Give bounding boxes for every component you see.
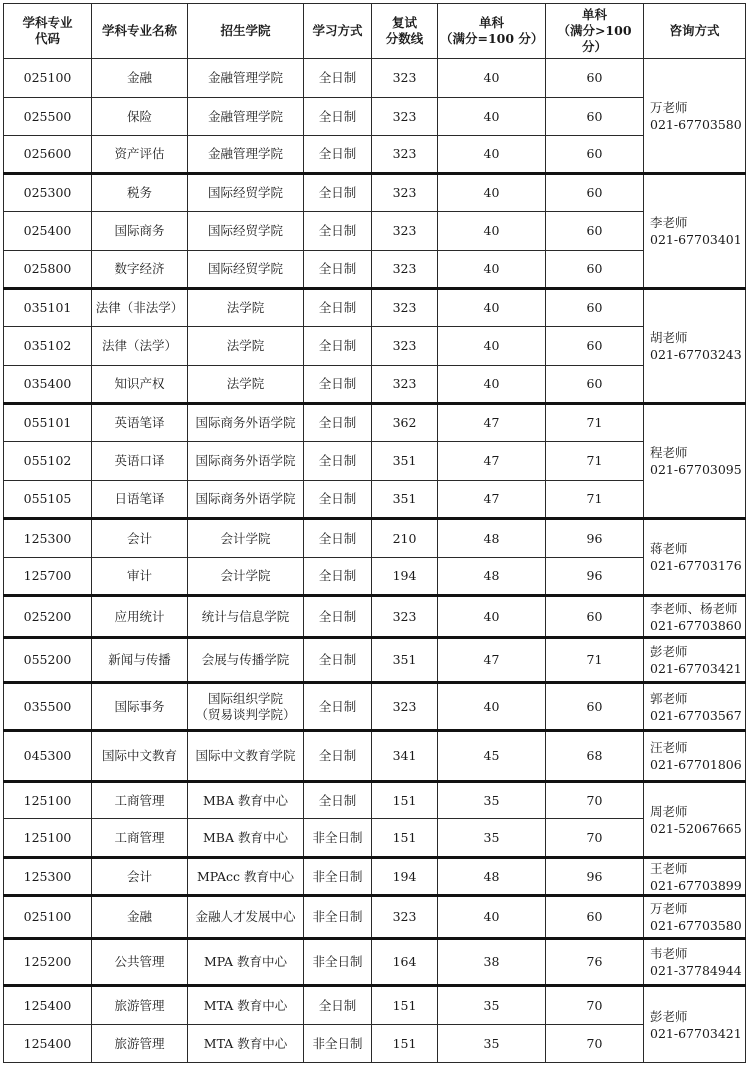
cell-single-100: 40	[438, 683, 546, 731]
cell-mode: 全日制	[304, 404, 372, 442]
contact-line: 021-67703421	[650, 1025, 742, 1041]
cell-mode: 全日制	[304, 596, 372, 638]
cell-mode: 全日制	[304, 731, 372, 782]
contact-line: 021-67703401	[650, 232, 742, 247]
cell-mode: 非全日制	[304, 858, 372, 896]
table-row	[4, 327, 746, 366]
cell-college: 国际商务外语学院	[188, 404, 304, 442]
cell-score: 323	[372, 136, 438, 174]
cell-single-100: 47	[438, 442, 546, 481]
cell-college: 国际中文教育学院	[188, 731, 304, 782]
cell-single-over-100: 60	[546, 327, 644, 366]
cell-contact	[644, 404, 746, 519]
cell-college: 会展与传播学院	[188, 638, 304, 683]
contact-line: 蒋老师	[650, 541, 688, 556]
cell-single-over-100: 70	[546, 819, 644, 858]
cell-single-over-100: 60	[546, 59, 644, 98]
cell-college: 金融管理学院	[188, 136, 304, 174]
header-code: 学科专业 代码	[4, 4, 92, 59]
cell-code: 125300	[4, 519, 92, 558]
cell-code: 025800	[4, 251, 92, 289]
cell-single-over-100: 96	[546, 558, 644, 596]
contact-line: 王老师	[650, 860, 688, 876]
cell-score: 323	[372, 366, 438, 404]
table-row	[4, 404, 746, 442]
cell-name: 保险	[92, 98, 188, 136]
cell-score: 323	[372, 174, 438, 212]
cell-single-over-100: 60	[546, 174, 644, 212]
cell-score: 151	[372, 819, 438, 858]
cell-name: 国际商务	[92, 212, 188, 251]
table-row	[4, 858, 746, 896]
cell-name: 会计	[92, 858, 188, 896]
cell-code: 025400	[4, 212, 92, 251]
cell-code: 125400	[4, 1025, 92, 1063]
cell-code: 055101	[4, 404, 92, 442]
cell-code: 045300	[4, 731, 92, 782]
contact-line: 周老师	[650, 803, 688, 819]
cell-mode: 全日制	[304, 59, 372, 98]
contact-line: 021-52067665	[650, 820, 742, 836]
table-row	[4, 638, 746, 683]
cell-score: 351	[372, 481, 438, 519]
cell-code: 125100	[4, 819, 92, 858]
contact-line: 胡老师	[650, 330, 688, 345]
table-row	[4, 596, 746, 638]
cell-college-line: 国际组织学院	[207, 690, 283, 706]
table-body	[4, 59, 746, 1063]
cell-score: 323	[372, 59, 438, 98]
cell-mode: 全日制	[304, 481, 372, 519]
cell-mode: 全日制	[304, 638, 372, 683]
contact-line: 021-67703421	[650, 661, 742, 676]
cell-single-over-100: 68	[546, 731, 644, 782]
table-row	[4, 819, 746, 858]
cell-mode: 全日制	[304, 289, 372, 327]
header-name: 学科专业名称	[92, 4, 188, 59]
cell-name: 法律（法学）	[92, 327, 188, 366]
cell-college: 国际经贸学院	[188, 251, 304, 289]
cell-name: 知识产权	[92, 366, 188, 404]
cell-mode: 非全日制	[304, 1025, 372, 1063]
cell-single-100: 45	[438, 731, 546, 782]
cell-mode: 全日制	[304, 327, 372, 366]
cell-single-100: 40	[438, 327, 546, 366]
contact-line: 程老师	[650, 445, 688, 460]
cell-score: 194	[372, 858, 438, 896]
cell-code: 025100	[4, 59, 92, 98]
cell-contact	[644, 174, 746, 289]
cell-single-over-100: 70	[546, 782, 644, 819]
cell-single-100: 35	[438, 1025, 546, 1063]
cell-single-100: 40	[438, 174, 546, 212]
contact-line: 021-67703567	[650, 707, 742, 723]
contact-line: 021-67703095	[650, 462, 742, 477]
cell-college: 金融人才发展中心	[188, 896, 304, 939]
cell-code: 025300	[4, 174, 92, 212]
header-score: 复试 分数线	[372, 4, 438, 59]
table-row	[4, 731, 746, 782]
cell-name: 日语笔译	[92, 481, 188, 519]
cell-single-100: 40	[438, 896, 546, 939]
score-line-table	[3, 3, 746, 1063]
cell-mode: 非全日制	[304, 896, 372, 939]
cell-name: 工商管理	[92, 782, 188, 819]
cell-score: 323	[372, 251, 438, 289]
table-row	[4, 896, 746, 939]
cell-mode: 全日制	[304, 683, 372, 731]
cell-name: 工商管理	[92, 819, 188, 858]
cell-name: 公共管理	[92, 939, 188, 986]
cell-contact	[644, 896, 746, 939]
cell-mode: 全日制	[304, 251, 372, 289]
table-row	[4, 481, 746, 519]
cell-mode: 全日制	[304, 98, 372, 136]
cell-college-line: （贸易谈判学院）	[195, 706, 296, 722]
cell-name: 资产评估	[92, 136, 188, 174]
cell-name: 旅游管理	[92, 986, 188, 1025]
cell-single-100: 47	[438, 638, 546, 683]
cell-single-over-100: 60	[546, 289, 644, 327]
cell-college: 法学院	[188, 327, 304, 366]
cell-score: 151	[372, 986, 438, 1025]
table-row	[4, 366, 746, 404]
cell-contact	[644, 858, 746, 896]
contact-line: 彭老师	[650, 1008, 688, 1024]
table-row	[4, 212, 746, 251]
table-row	[4, 174, 746, 212]
header-single-over-100: 单科 （满分>100 分）	[546, 4, 644, 59]
cell-single-100: 47	[438, 481, 546, 519]
cell-code: 035500	[4, 683, 92, 731]
cell-single-over-100: 76	[546, 939, 644, 986]
cell-name: 国际事务	[92, 683, 188, 731]
table-row	[4, 442, 746, 481]
cell-name: 应用统计	[92, 596, 188, 638]
table-row	[4, 1025, 746, 1063]
cell-single-over-100: 96	[546, 858, 644, 896]
cell-mode: 全日制	[304, 212, 372, 251]
cell-mode: 全日制	[304, 782, 372, 819]
contact-line: 021-67701806	[650, 757, 742, 772]
cell-code: 025600	[4, 136, 92, 174]
cell-code: 125700	[4, 558, 92, 596]
table-row	[4, 519, 746, 558]
cell-contact	[644, 638, 746, 683]
cell-name: 国际中文教育	[92, 731, 188, 782]
cell-contact	[644, 986, 746, 1063]
cell-college: MTA 教育中心	[188, 1025, 304, 1063]
table-row	[4, 289, 746, 327]
cell-college: 国际经贸学院	[188, 212, 304, 251]
cell-score: 351	[372, 442, 438, 481]
cell-single-100: 40	[438, 98, 546, 136]
cell-single-over-100: 60	[546, 98, 644, 136]
cell-score: 323	[372, 212, 438, 251]
cell-code: 025100	[4, 896, 92, 939]
cell-score: 351	[372, 638, 438, 683]
cell-mode: 全日制	[304, 136, 372, 174]
table-row	[4, 939, 746, 986]
contact-line: 李老师、杨老师	[650, 600, 738, 616]
cell-single-100: 40	[438, 289, 546, 327]
cell-college: 国际商务外语学院	[188, 442, 304, 481]
cell-college: MPAcc 教育中心	[188, 858, 304, 896]
cell-score: 323	[372, 327, 438, 366]
contact-line: 021-67703860	[650, 617, 742, 633]
cell-score: 151	[372, 782, 438, 819]
cell-score: 194	[372, 558, 438, 596]
cell-mode: 全日制	[304, 442, 372, 481]
cell-single-100: 48	[438, 858, 546, 896]
cell-single-over-100: 71	[546, 481, 644, 519]
cell-code: 125400	[4, 986, 92, 1025]
table-row	[4, 986, 746, 1025]
cell-contact	[644, 519, 746, 596]
table-row	[4, 683, 746, 731]
cell-single-100: 40	[438, 212, 546, 251]
cell-name: 数字经济	[92, 251, 188, 289]
cell-college: MPA 教育中心	[188, 939, 304, 986]
cell-single-over-100: 60	[546, 896, 644, 939]
contact-line: 汪老师	[650, 740, 688, 755]
cell-single-over-100: 71	[546, 442, 644, 481]
contact-line: 李老师	[650, 215, 688, 230]
cell-code: 035400	[4, 366, 92, 404]
cell-single-over-100: 70	[546, 1025, 644, 1063]
contact-line: 彭老师	[650, 644, 688, 659]
cell-single-100: 35	[438, 782, 546, 819]
cell-code: 125200	[4, 939, 92, 986]
cell-single-100: 48	[438, 519, 546, 558]
cell-single-over-100: 71	[546, 638, 644, 683]
cell-college: 金融管理学院	[188, 59, 304, 98]
table-row	[4, 59, 746, 98]
table-row	[4, 136, 746, 174]
cell-score: 210	[372, 519, 438, 558]
cell-mode: 全日制	[304, 366, 372, 404]
cell-mode: 全日制	[304, 519, 372, 558]
cell-score: 341	[372, 731, 438, 782]
cell-single-100: 47	[438, 404, 546, 442]
cell-single-over-100: 60	[546, 683, 644, 731]
cell-college: 金融管理学院	[188, 98, 304, 136]
contact-line: 021-67703176	[650, 558, 742, 573]
cell-score: 323	[372, 98, 438, 136]
cell-college: 国际商务外语学院	[188, 481, 304, 519]
cell-single-over-100: 96	[546, 519, 644, 558]
contact-line: 021-37784944	[650, 963, 742, 978]
cell-mode: 非全日制	[304, 819, 372, 858]
contact-line: 郭老师	[650, 690, 688, 706]
header-contact: 咨询方式	[644, 4, 746, 59]
cell-name: 法律（非法学）	[92, 289, 188, 327]
cell-single-over-100: 60	[546, 136, 644, 174]
table-row	[4, 98, 746, 136]
cell-college: MBA 教育中心	[188, 782, 304, 819]
cell-single-100: 40	[438, 59, 546, 98]
cell-score: 323	[372, 596, 438, 638]
header-college: 招生学院	[188, 4, 304, 59]
cell-college: 法学院	[188, 289, 304, 327]
cell-contact	[644, 289, 746, 404]
cell-name: 旅游管理	[92, 1025, 188, 1063]
cell-college: 会计学院	[188, 519, 304, 558]
cell-single-100: 35	[438, 986, 546, 1025]
cell-single-over-100: 60	[546, 251, 644, 289]
cell-code: 035102	[4, 327, 92, 366]
cell-single-100: 40	[438, 251, 546, 289]
cell-single-100: 40	[438, 596, 546, 638]
cell-contact	[644, 596, 746, 638]
cell-name: 英语口译	[92, 442, 188, 481]
cell-name: 金融	[92, 59, 188, 98]
cell-single-100: 40	[438, 366, 546, 404]
contact-line: 万老师	[650, 99, 688, 115]
cell-name: 新闻与传播	[92, 638, 188, 683]
cell-single-over-100: 71	[546, 404, 644, 442]
cell-score: 164	[372, 939, 438, 986]
contact-line: 021-67703580	[650, 918, 742, 933]
cell-score: 323	[372, 896, 438, 939]
cell-score: 323	[372, 683, 438, 731]
cell-single-over-100: 60	[546, 596, 644, 638]
cell-contact	[644, 59, 746, 174]
cell-mode: 全日制	[304, 558, 372, 596]
cell-code: 055102	[4, 442, 92, 481]
cell-single-100: 40	[438, 136, 546, 174]
cell-code: 035101	[4, 289, 92, 327]
cell-contact	[644, 731, 746, 782]
header-single-100: 单科 （满分=100 分）	[438, 4, 546, 59]
contact-line: 021-67703899	[650, 877, 742, 893]
cell-code: 055200	[4, 638, 92, 683]
cell-mode: 全日制	[304, 174, 372, 212]
contact-line: 021-67703580	[650, 116, 742, 132]
cell-code: 025500	[4, 98, 92, 136]
cell-single-over-100: 60	[546, 366, 644, 404]
cell-mode: 非全日制	[304, 939, 372, 986]
contact-line: 万老师	[650, 901, 688, 916]
cell-score: 151	[372, 1025, 438, 1063]
contact-line: 021-67703243	[650, 347, 742, 362]
cell-code: 025200	[4, 596, 92, 638]
cell-code: 125300	[4, 858, 92, 896]
cell-single-100: 38	[438, 939, 546, 986]
cell-single-100: 35	[438, 819, 546, 858]
cell-college: 会计学院	[188, 558, 304, 596]
cell-score: 362	[372, 404, 438, 442]
cell-code: 055105	[4, 481, 92, 519]
cell-college: MBA 教育中心	[188, 819, 304, 858]
cell-name: 金融	[92, 896, 188, 939]
cell-college: 法学院	[188, 366, 304, 404]
cell-college: 国际经贸学院	[188, 174, 304, 212]
cell-name: 税务	[92, 174, 188, 212]
cell-score: 323	[372, 289, 438, 327]
header-mode: 学习方式	[304, 4, 372, 59]
header-row	[4, 4, 746, 59]
cell-contact	[644, 782, 746, 858]
cell-mode: 全日制	[304, 986, 372, 1025]
cell-college: MTA 教育中心	[188, 986, 304, 1025]
cell-single-over-100: 70	[546, 986, 644, 1025]
cell-contact	[644, 683, 746, 731]
contact-line: 韦老师	[650, 946, 688, 961]
cell-college	[188, 683, 304, 731]
table-row	[4, 251, 746, 289]
cell-college: 统计与信息学院	[188, 596, 304, 638]
table-row	[4, 782, 746, 819]
cell-contact	[644, 939, 746, 986]
cell-name: 会计	[92, 519, 188, 558]
cell-code: 125100	[4, 782, 92, 819]
cell-single-100: 48	[438, 558, 546, 596]
cell-name: 审计	[92, 558, 188, 596]
cell-single-over-100: 60	[546, 212, 644, 251]
table-row	[4, 558, 746, 596]
cell-name: 英语笔译	[92, 404, 188, 442]
